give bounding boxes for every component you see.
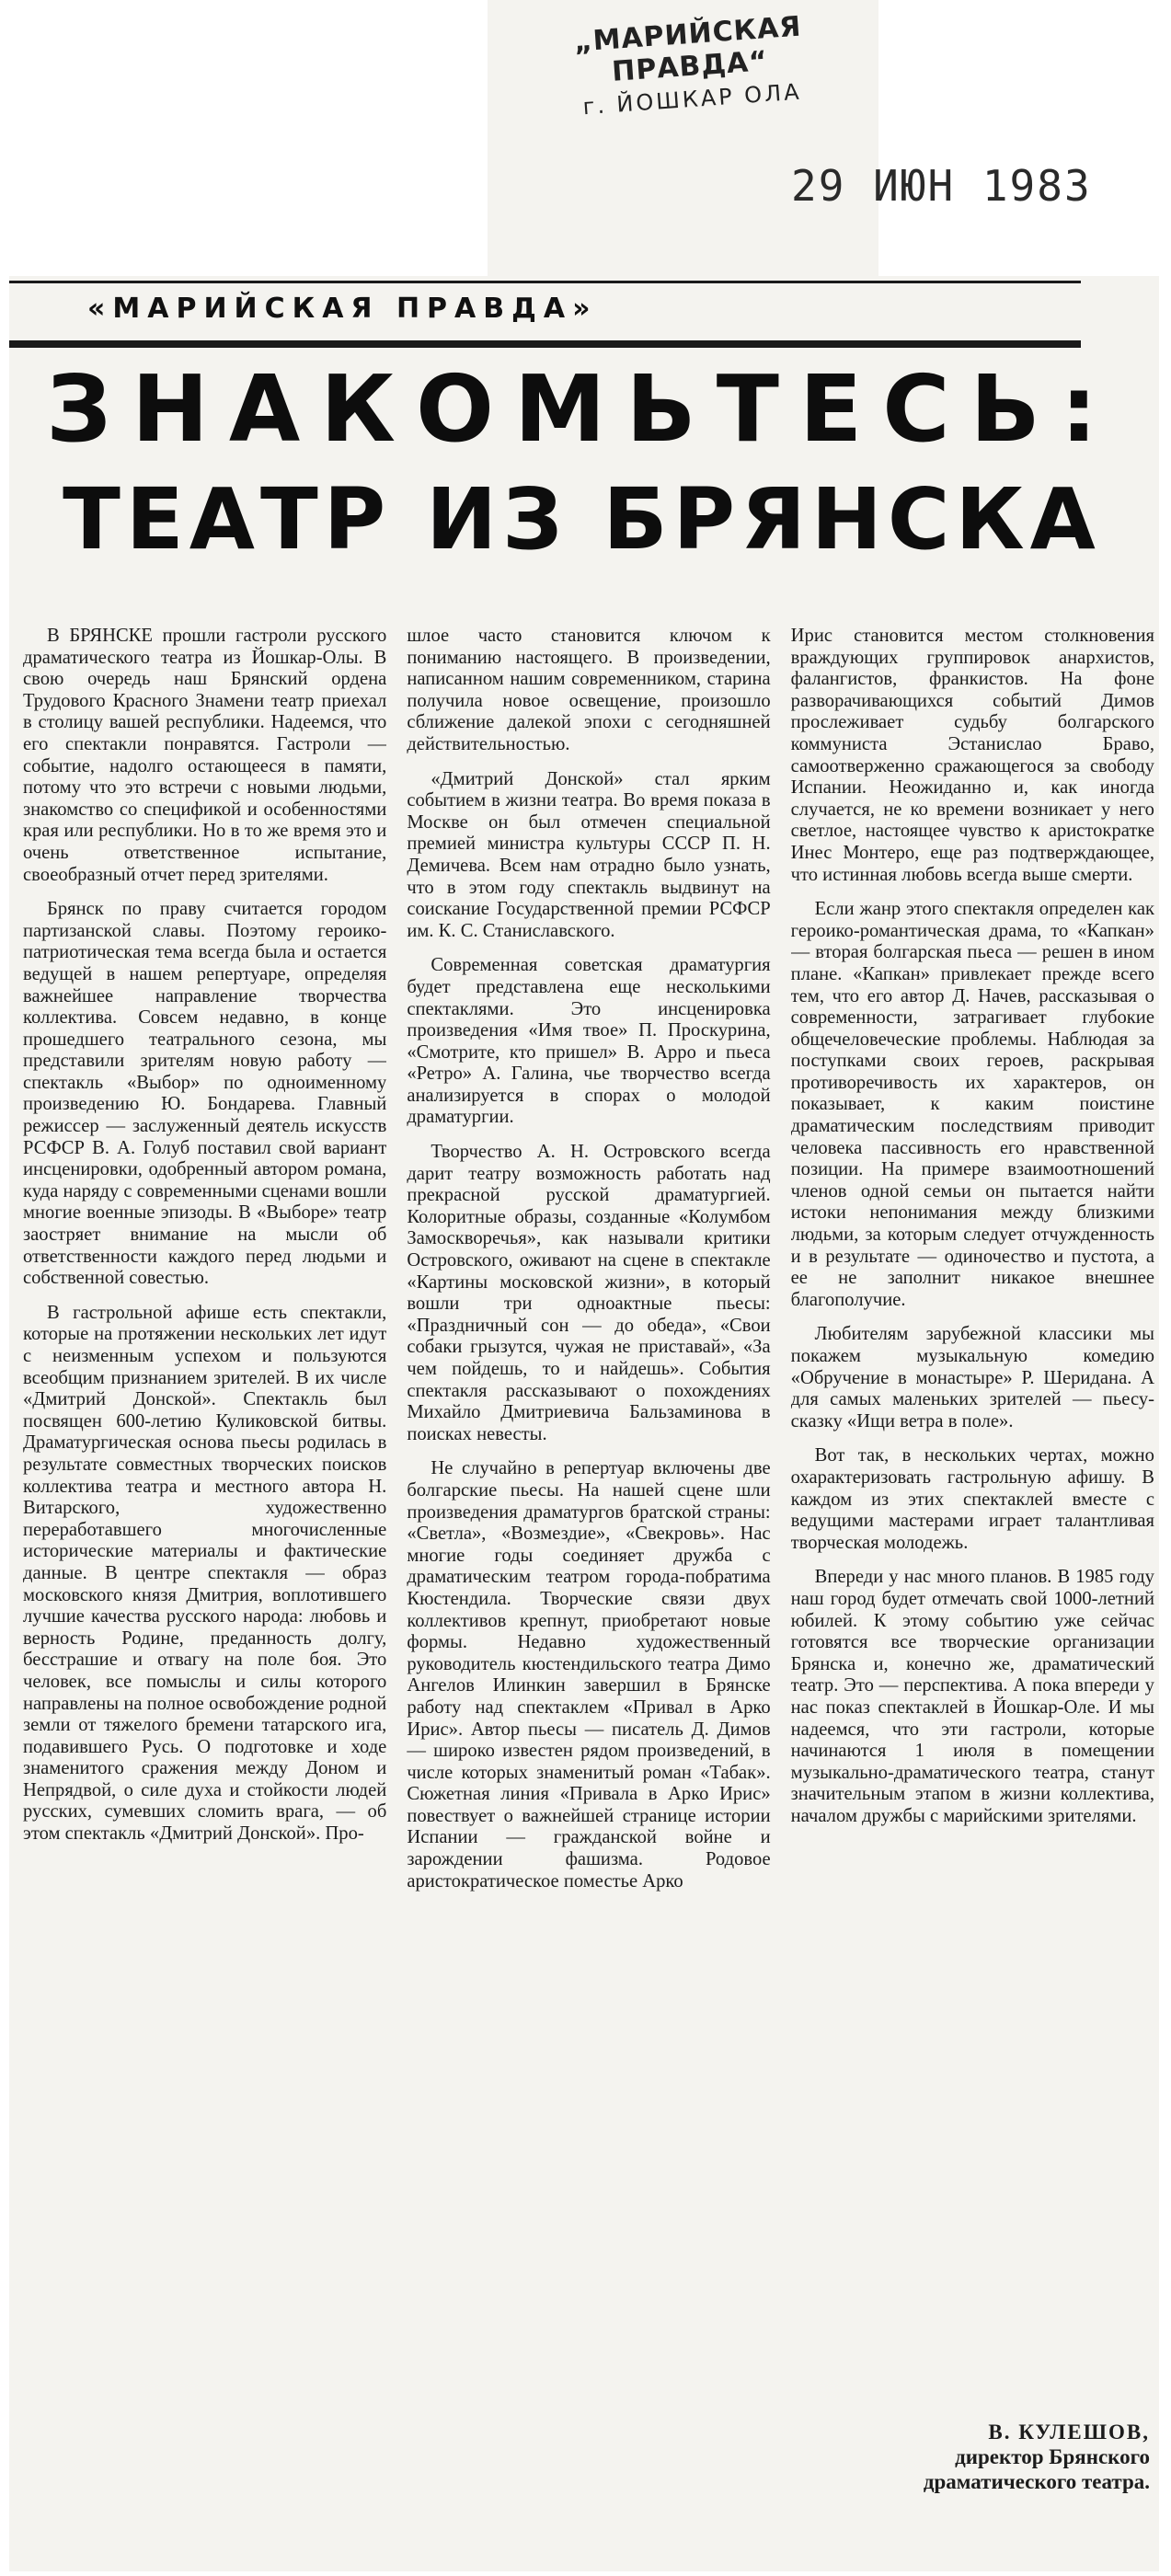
paragraph: Любителям зарубежной классики мы покажем музыкальную комедию «Обручение в монастыре» Р. Шеридана. А для самых маленьких зрителей — пьесу-сказку «Ищи ветра в поле».: [790, 1324, 1154, 1432]
author-title-line-1: директор Брянского: [955, 2445, 1150, 2468]
paragraph: «Дмитрий Донской» стал ярким событием в жизни театра. Во время показа в Москве он был отмечен специальной премией министра культуры СССР П. Н. Демичева. Всем нам отрадно было узнать, что в этом году спектакль выдвинут на соискание Государственной премии РСФСР им. К. С. Станиславского.: [407, 768, 771, 941]
article-column-3: [791, 626, 1154, 2415]
stamp-date: 29 ИЮН 1983: [791, 161, 1092, 211]
article-body: [23, 626, 1154, 2415]
paragraph: Ирис становится местом столкновения враждующих группировок анархистов, фалангистов, франкистов. На фоне разворачивающихся событий Димов прослеживает судьбу болгарского коммуниста Эстанислао Браво, самоотверженно сражающегося за свободу Испании. Неожиданно и, как иногда случается, не ко времени возникает у него светлое, настоящее чувство к аристократке Инес Монтеро, еще раз подтверждающее, что истинная любовь всегда выше смерти.: [790, 626, 1154, 885]
paragraph: Не случайно в репертуар включены две болгарские пьесы. На нашей сцене шли произведения драматургов братской страны: «Светла», «Возмездие», «Свекровь». Нас многие годы соединяет дружба с драматическим театром города-побратима Кюстендила. Творческие связи двух коллективов крепнут, приобретают новые формы. Недавно художественный руководитель кюстендильского театра Димо Ангелов Илинкин завершил в Брянске работу над спектаклем «Привал в Арко Ирис». Автор пьесы — писатель Д. Димов — широко известен рядом произведений, в числе которых знаменитый роман «Табак». Сюжетная линия «Привала в Арко Ирис» повествует о важнейшей странице истории Испании — гражданской войне и зарождении фашизма. Родовое аристократическое поместье Арко: [407, 1458, 771, 1892]
masthead: «МАРИЙСКАЯ ПРАВДА»: [87, 293, 598, 325]
article-column-1: [23, 626, 386, 2415]
paragraph: Если жанр этого спектакля определен как героико-романтическая драма, то «Капкан» — вторая болгарская пьеса — решен в ином плане. «Капкан» привлекает прежде всего тем, что его автор Д. Начев, рассказывая о современности, затрагивает глубокие общечеловеческие проблемы. Наблюдая за поступками своих героев, раскрывая противоречивость их характеров, он показывает, к каким поистине драматическим последствиям приводит человека пассивность его нравственной позиции. На примере взаимоотношений членов одной семьи он пытается найти истоки непонимания между близкими людьми, за которым следует отчужденность и в результате — одиночество и пустота, а ее не заполнит никакое внешнее благополучие.: [790, 899, 1154, 1310]
stamp-newspaper-name: „МАРИЙСКАЯ ПРАВДА“: [572, 10, 803, 88]
author-name: В. КУЛЕШОВ,: [988, 2421, 1150, 2444]
paragraph: Брянск по праву считается городом партизанской славы. Поэтому героико-патриотическая тема всегда была и остается ведущей в нашем репертуаре, определяя важнейшее направление творчества коллектива. Совсем недавно, в конце прошедшего театрального сезона, мы представили зрителям новую работу — спектакль «Выбор» по одноименному произведению Ю. Бондарева. Главный режиссер — заслуженный деятель искусств РСФСР В. А. Голуб поставил свой вариант инсценировки, одобренный автором романа, куда наряду с современными сценами вошли многие военные эпизоды. В «Выборе» театр заостряет внимание на мысли об ответственности каждого перед людьми и собственной совестью.: [23, 899, 387, 1289]
headline: [9, 355, 1154, 569]
stamp-city: г. ЙОШКАР ОЛА: [581, 78, 803, 121]
paragraph: Вот так, в нескольких чертах, можно охарактеризовать гастрольную афишу. В каждом из этих спектаклей вместе с ведущими мастерами играет талантливая творческая молодежь.: [790, 1445, 1154, 1553]
author-signature: [791, 2420, 1150, 2494]
paragraph: В гастрольной афише есть спектакли, которые на протяжении нескольких лет идут с неизменным успехом и пользуются всеобщим признанием зрителей. В их числе «Дмитрий Донской». Спектакль был посвящен 600-летию Куликовской битвы. Драматургическая основа пьесы родилась в результате совместных творческих поисков коллектива театра и местного автора Н. Витарского, художественно переработавшего многочисленные исторические материалы и фактические данные. В центре спектакля — образ московского князя Дмитрия, воплотившего лучшие качества русского народа: любовь и верность Родине, преданность долгу, бесстрашие и отвагу на поле боя. Это человек, все помыслы и силы которого направлены на полное освобождение родной земли от тяжелого бремени татарского ига, подавившего Русь. О подготовке и ходе знаменитого сражения между Доном и Непрядвой, о силе духа и стойкости людей русских, сумевших сломить врага, — об этом спектакль «Дмитрий Донской». Про-: [23, 1302, 387, 1845]
paragraph: Впереди у нас много планов. В 1985 году наш город будет отмечать свой 1000-летний юбилей. К этому событию уже сейчас готовятся все творческие организации Брянска и, конечно же, драматический театр. Это — перспектива. А пока впереди у нас показ спектаклей в Йошкар-Оле. И мы надеемся, что эти гастроли, которые начинаются 1 июля в помещении музыкально-драматического театра, станут значительным этапом в жизни коллектива, началом дружбы с марийскими зрителями.: [790, 1567, 1154, 1826]
headline-line-1: ЗНАКОМЬТЕСЬ:: [46, 355, 1118, 463]
paragraph: Творчество А. Н. Островского всегда дарит театру возможность работать над прекрасной русской драматургией. Колоритные образы, созданные «Колумбом Замоскворечья», как называли критики Островского, оживают на сцене в спектакле «Картины московской жизни», в который вошли три одноактные пьесы: «Праздничный сон — до обеда», «Свои собаки грызутся, чужая не приставай», «За чем пойдешь, то и найдешь». События спектакля рассказывают о похождениях Михайло Дмитриевича Бальзаминова в поисках невесты.: [407, 1142, 771, 1444]
paragraph: шлое часто становится ключом к пониманию настоящего. В произведении, написанном нашим современником, старина получила новое освещение, произошло сближение далекой эпохи с сегодняшней действительностью.: [407, 626, 771, 754]
headline-line-2: ТЕАТР ИЗ БРЯНСКА: [63, 470, 1101, 569]
author-title-line-2: драматического театра.: [923, 2470, 1150, 2493]
paragraph: Современная советская драматургия будет представлена еще несколькими спектаклями. Это инсценировка произведения «Имя твое» П. Проскурина, «Смотрите, кто пришел» В. Арро и пьеса «Ретро» А. Галина, чье творчество всегда анализируется в спорах о молодой драматургии.: [407, 955, 771, 1128]
paragraph: В БРЯНСКЕ прошли гастроли русского драматического театра из Йошкар-Олы. В свою очередь наш Брянский ордена Трудового Красного Знамени театр приехал в столицу вашей республики. Надеемся, что его спектакли понравятся. Гастроли — событие, надолго остающееся в памяти, потому что это встречи с новыми людьми, знакомство со спецификой и особенностями края или республики. Но в то же время это и очень ответственное испытание, своеобразный отчет перед зрителями.: [23, 626, 387, 885]
masthead-bottom-rule: [9, 340, 1081, 348]
masthead-top-rule: [9, 281, 1081, 283]
article-column-2: [407, 626, 770, 2415]
